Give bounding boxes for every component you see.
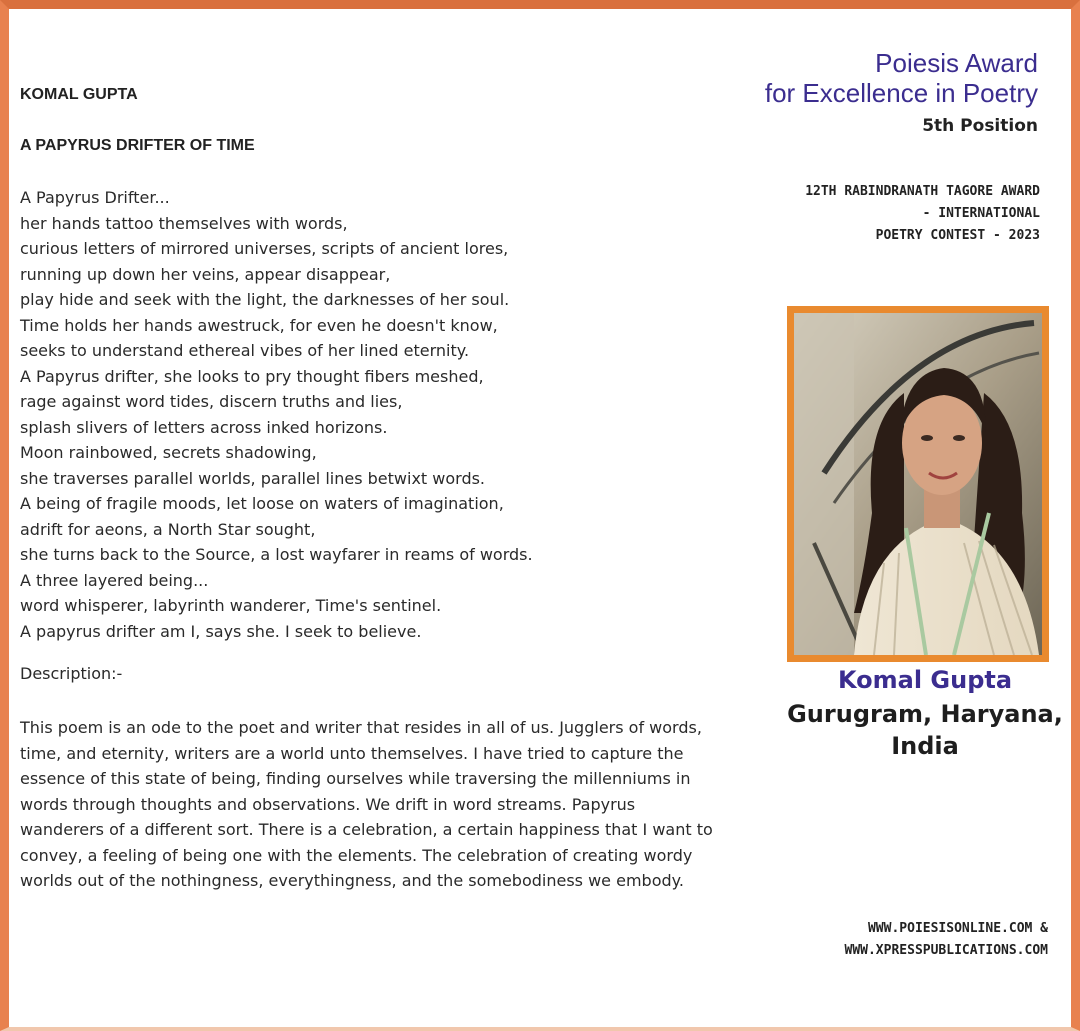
poem-line: splash slivers of letters across inked horizons.: [20, 417, 388, 437]
contest-name: [805, 181, 1040, 247]
website-line1: WWW.POIESISONLINE.COM &: [867, 921, 1048, 936]
description-line: essence of this state of being, finding ourselves while traversing the millenniums in: [20, 769, 691, 788]
poem-line: A Papyrus drifter, she looks to pry thought fibers meshed,: [20, 366, 484, 386]
description-line: This poem is an ode to the poet and writer that resides in all of us. Jugglers of words,: [20, 718, 702, 737]
contest-line2: - INTERNATIONAL: [922, 206, 1040, 221]
poem-line: word whisperer, labyrinth wanderer, Time's sentinel.: [20, 596, 442, 615]
description-line: worlds out of the nothingness, everythingness, and the somebodiness we embody.: [20, 871, 684, 890]
photo-caption-name: Komal Gupta: [837, 666, 1013, 694]
award-position: 5th Position: [922, 116, 1038, 136]
poem-line: she turns back to the Source, a lost wayfarer in reams of words.: [20, 545, 533, 564]
poem-line: play hide and seek with the light, the darknesses of her soul.: [20, 290, 510, 309]
poem-title: A PAPYRUS DRIFTER OF TIME: [20, 137, 255, 154]
description-line: convey, a feeling of being one with the elements. The celebration of creating wordy: [20, 845, 693, 865]
contest-line3: POETRY CONTEST - 2023: [875, 228, 1040, 243]
description-line: wanderers of a different sort. There is a celebration, a certain happiness that I want to: [20, 820, 713, 839]
websites: [845, 918, 1049, 962]
award-title-line2: for Excellence in Poetry: [764, 78, 1038, 108]
description-body: [20, 715, 770, 894]
poem-line: she traverses parallel worlds, parallel lines betwixt words.: [20, 468, 486, 488]
photo-caption-location: [770, 698, 1080, 762]
poem-line: seeks to understand ethereal vibes of her lined eternity.: [20, 341, 470, 360]
poem-line: Time holds her hands awestruck, for even he doesn't know,: [20, 315, 498, 335]
poem-line: curious letters of mirrored universes, scripts of ancient lores,: [20, 239, 509, 258]
poem-line: rage against word tides, discern truths and lies,: [20, 392, 403, 411]
poet-portrait-image: [794, 313, 1042, 655]
location-line2: India: [891, 732, 959, 760]
poem-line: A three layered being...: [20, 570, 209, 590]
poet-name-heading: KOMAL GUPTA: [20, 86, 138, 103]
award-title-line1: Poiesis Award: [875, 48, 1038, 78]
poet-photo: [787, 306, 1049, 662]
description-line: words through thoughts and observations. We drift in word streams. Papyrus: [20, 794, 636, 814]
description-label: Description:-: [20, 664, 123, 683]
poem-body: [20, 185, 760, 644]
website-line2: WWW.XPRESSPUBLICATIONS.COM: [844, 943, 1048, 958]
location-line1: Gurugram, Haryana,: [787, 700, 1063, 728]
poem-line: Moon rainbowed, secrets shadowing,: [20, 443, 317, 462]
award-title: [765, 48, 1038, 108]
poem-line: A Papyrus Drifter...: [20, 188, 170, 207]
poem-line: running up down her veins, appear disappear,: [20, 264, 391, 284]
poem-line: A being of fragile moods, let loose on waters of imagination,: [20, 494, 504, 513]
poem-line: her hands tattoo themselves with words,: [20, 213, 348, 233]
poem-line: A papyrus drifter am I, says she. I seek to believe.: [20, 621, 422, 641]
poem-line: adrift for aeons, a North Star sought,: [20, 519, 316, 539]
contest-line1: 12TH RABINDRANATH TAGORE AWARD: [805, 184, 1040, 199]
description-line: time, and eternity, writers are a world unto themselves. I have tried to capture the: [20, 743, 684, 763]
